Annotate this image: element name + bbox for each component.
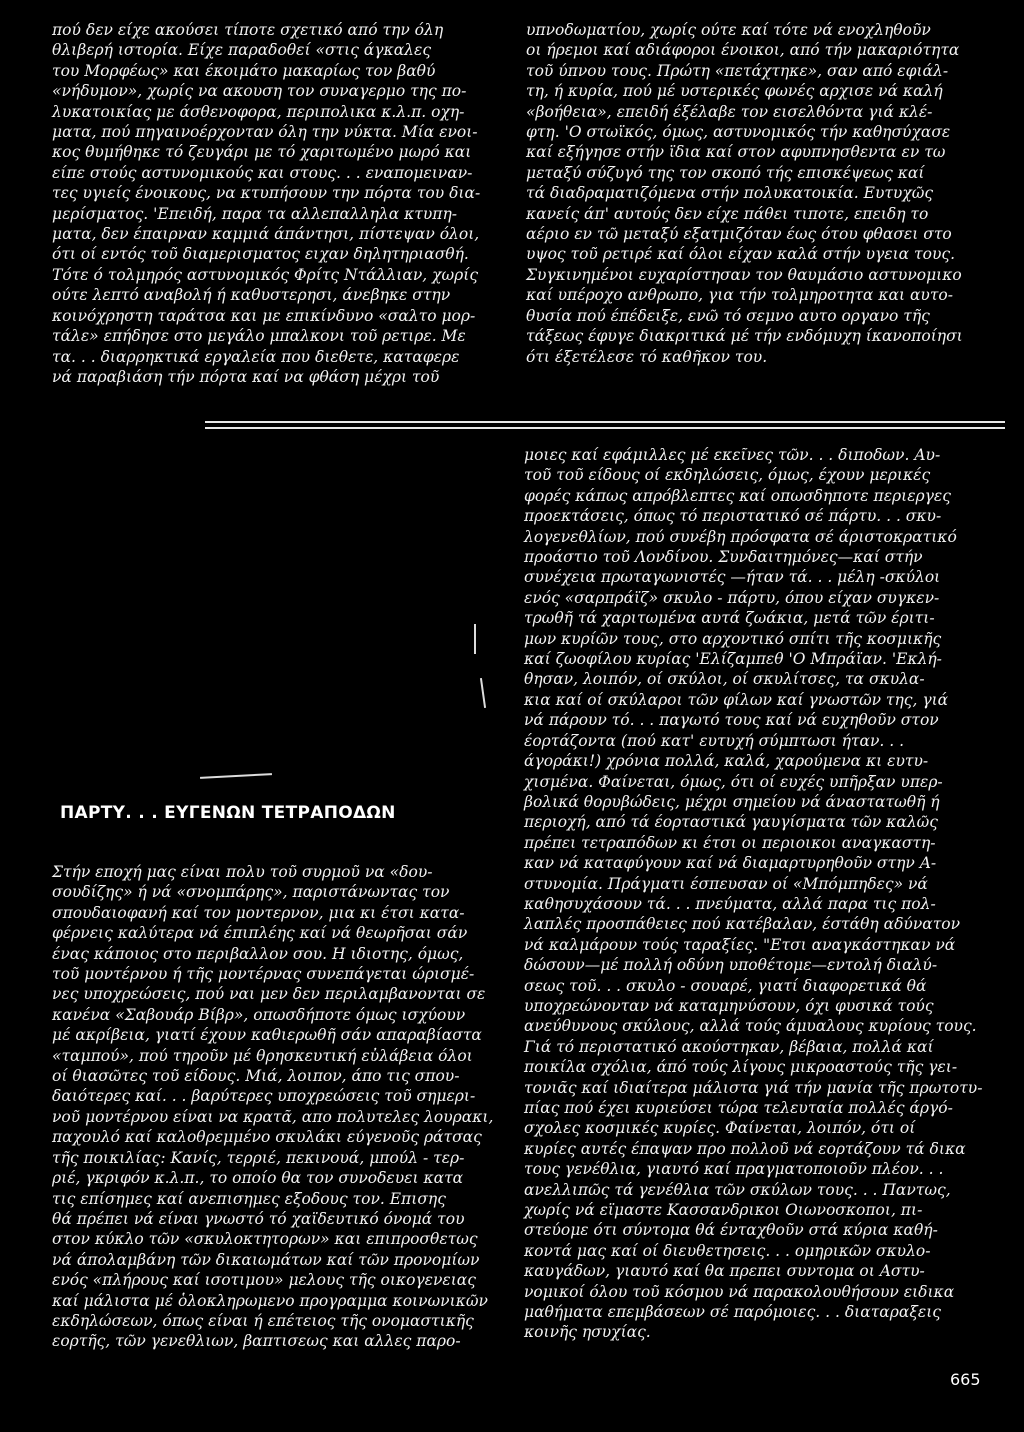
text-line: Γιά τό περιστατικό ακούστηκαν, βέβαια, πολλά καί bbox=[524, 1037, 934, 1056]
text-line: «ταμπού», πού τηροῦν μέ θρησκευτική εὐλάβεια όλοι bbox=[52, 1046, 473, 1065]
text-line: καί ζωοφίλου κυρίας 'Ελίζαμπεθ 'Ο Μπράϊαν. 'Εκλή- bbox=[524, 650, 942, 669]
text-line: νοῦ μοντέρνου είναι να κρατᾶ, απο πολυτελες λουρακι, bbox=[52, 1107, 494, 1126]
text-line: κανένα «Σαβουάρ Βίβρ», οπωσδήποτε όμως ισχύουν bbox=[52, 1005, 466, 1024]
text-line: υποχρεώνονταν νά καταμηνύσουν, όχι φυσικά τούς bbox=[524, 996, 934, 1015]
text-line: τοῦ τοῦ είδους οί εκδηλώσεις, όμως, έχουν μερικές bbox=[524, 466, 931, 485]
text-line: παχουλό καί καλοθρεμμένο σκυλάκι εύγενοῦς ράτσας bbox=[52, 1128, 482, 1147]
text-line: κια καί οί σκύλαροι τῶν φίλων καί γνωστῶν της, γιά bbox=[524, 690, 949, 709]
text-line: καθησυχάσουν τά. . . πνεύματα, αλλά παρα τις πολ- bbox=[524, 894, 936, 913]
text-line: τοῦ μοντέρνου ή τῆς μοντέρνας συνεπάγεται ώρισμέ- bbox=[52, 965, 475, 984]
text-line: πρέπει τετραπόδων κι έτσι οι περιοικοι αναγκαστη- bbox=[524, 833, 936, 852]
text-line: θησαν, λοιπόν, οί σκύλοι, οί σκυλίτσες, τα σκυλα- bbox=[524, 670, 925, 689]
text-line: κος θυμήθηκε τό ζευγάρι με τό χαριτωμένο μωρό και bbox=[52, 143, 472, 162]
section-divider-upper bbox=[205, 421, 1005, 423]
text-line: ένας κάποιος στο περιβαλλον σου. Η ιδιοτης, όμως, bbox=[52, 944, 464, 963]
text-line: στυνομία. Πράγματι έσπευσαν οί «Μπόμπηδες» νά bbox=[524, 874, 928, 893]
text-line: φτη. 'Ο στωϊκός, όμως, αστυνομικός τήν καθησύχασε bbox=[526, 123, 951, 142]
text-line: δώσουν—μέ πολλή οδύνη υποθέτομε—εντολή διαλύ- bbox=[524, 956, 938, 975]
decorative-dash bbox=[200, 773, 272, 779]
column-bottom-right bbox=[524, 445, 986, 1343]
text-line: πού δεν είχε ακούσει τίποτε σχετικό από την όλη bbox=[52, 21, 444, 39]
text-line: μαθήματα επεμβάσεων σέ παρόμοιες. . . διαταραξεις bbox=[524, 1303, 941, 1322]
text-line: νά πάρουν τό. . . παγωτό τους καί νά ευχηθοῦν στον bbox=[524, 711, 939, 730]
text-line: κοινῆς ησυχίας. bbox=[524, 1323, 651, 1342]
text-line: μοιες καί εφάμιλλες μέ εκεῖνες τῶν. . . διποδων. Αυ- bbox=[524, 446, 941, 464]
text-line: ανεύθυνους σκύλους, αλλά τούς άμυαλους κυρίους τους. bbox=[524, 1017, 977, 1036]
text-line: καυγάδων, γιαυτό καί θα πρεπει συντομα οι Αστυ- bbox=[524, 1262, 925, 1281]
text-line: φορές κάπως απρόβλεπτες καί οπωσδηποτε περιεργες bbox=[524, 486, 951, 505]
text-line: καν νά καταφύγουν καί νά διαμαρτυρηθοῦν στην Α- bbox=[524, 854, 937, 873]
text-line: είπε στούς αστυνομικούς και στους. . . εναπομειναν- bbox=[52, 163, 473, 182]
text-line: τους γενέθλια, γιαυτό καί πραγματοποιοῦν πλέον. . . bbox=[524, 1160, 944, 1179]
text-line: άγοράκι!) χρόνια πολλά, καλά, χαρούμενα κι ευτυ- bbox=[524, 752, 929, 771]
text-line: καί μάλιστα μέ ὁλοκληρωμενο προγραμμα κοινωνικῶν bbox=[52, 1291, 488, 1310]
text-line: του Μορφέως» και έκοιμάτο μακαρίως τον βαθύ bbox=[52, 61, 436, 80]
text-line: θλιβερή ιστορία. Είχε παραδοθεί «στις άγκαλες bbox=[52, 41, 432, 60]
text-line: στεύομε ότι σύντομα θά ένταχθοῦν στά κύρια καθή- bbox=[524, 1221, 938, 1240]
text-line: μεταξύ σύζυγό της τον σκοπό τής επισκέψεως καί bbox=[526, 163, 925, 182]
text-line: σουδίζης» ή νά «σνομπάρης», παριστάνωντας τον bbox=[52, 883, 450, 902]
text-line: χωρίς νά εϊμαστε Κασσανδρικοι Οιωνοσκοποι, πι- bbox=[524, 1201, 923, 1220]
column-top-left bbox=[52, 20, 502, 387]
decorative-mark bbox=[474, 624, 476, 654]
text-line: λαπλές προσπάθειες πού κατέβαλαν, έστάθη αδύνατον bbox=[524, 915, 961, 934]
text-line: ανελλιπῶς τά γενέθλια τῶν σκύλων τους. . . Παντως, bbox=[524, 1180, 951, 1199]
text-line: Στήν εποχή μας είναι πολυ τοῦ συρμοῦ να «δου- bbox=[52, 863, 433, 881]
decorative-mark bbox=[480, 678, 486, 708]
article-heading: ΠΑΡΤΥ. . . ΕΥΓΕΝΩΝ ΤΕΤΡΑΠΟΔΩΝ bbox=[60, 803, 396, 823]
text-line: τάξεως έφυγε διακριτικά μέ τήν ενδόμυχη ίκανοποίησι bbox=[526, 327, 963, 346]
text-line: «νήδυμον», χωρίς να ακουση τον συναγερμο της πο- bbox=[52, 82, 467, 101]
text-line: ότι έξετέλεσε τό καθῆκον του. bbox=[526, 347, 768, 366]
text-line: νά καλμάρουν τούς ταραξίες. "Ετσι αναγκάστηκαν νά bbox=[524, 935, 956, 954]
text-line: θυσία πού έπέδειξε, ενῶ τό σεμνο αυτο οργανο τῆς bbox=[526, 306, 930, 325]
text-line: κοντά μας καί οί διευθετησεις. . . ομηρικῶν σκυλο- bbox=[524, 1241, 931, 1260]
column-top-right bbox=[526, 20, 986, 367]
text-line: περιοχή, από τά έορταστικά γαυγίσματα τῶν καλῶς bbox=[524, 813, 938, 832]
text-line: τάλε» επήδησε στο μεγάλο μπαλκονι τοῦ ρετιρε. Με bbox=[52, 327, 466, 346]
text-line: θά πρέπει νά είναι γνωστό τό χαϊδευτικό όνομά του bbox=[52, 1209, 465, 1228]
text-line: Τότε ό τολμηρός αστυνομικός Φρίτς Ντάλλιαν, χωρίς bbox=[52, 265, 479, 284]
text-line: μερίσματος. 'Επειδή, παρα τα αλλεπαλληλα κτυπη- bbox=[52, 204, 458, 223]
text-line: νομικοί όλου τοῦ κόσμου νά παρακολουθήσουν ειδικα bbox=[524, 1282, 955, 1301]
text-line: Συγκινημένοι ευχαρίστησαν τον θαυμάσιο αστυνομικο bbox=[526, 265, 962, 284]
text-line: λογενεθλίων, πού συνέβη πρόσφατα σέ άριστοκρατικό bbox=[524, 527, 957, 546]
text-line: εκδηλώσεων, όπως είναι ή επέτειος τῆς ονομαστικῆς bbox=[52, 1311, 474, 1330]
text-line: υπνοδωματίου, χωρίς ούτε καί τότε νά ενοχληθοῦν bbox=[526, 21, 931, 39]
text-line: ποικίλα σχόλια, άπό τούς λίγους μικροαστούς τῆς γει- bbox=[524, 1058, 958, 1077]
page-number: 665 bbox=[950, 1370, 981, 1389]
text-line: σεως τοῦ. . . σκυλο - σουαρέ, γιατί διαφορετικά θά bbox=[524, 976, 927, 995]
text-line: προεκτάσεις, όπως τό περιστατικό σέ πάρτυ. . . σκυ- bbox=[524, 507, 942, 526]
text-line: ότι οί εντός τοῦ διαμερισματος ειχαν δηλητηριασθή. bbox=[52, 245, 469, 264]
text-line: νά παραβιάση τήν πόρτα καί να φθάση μέχρι τοῦ bbox=[52, 367, 440, 386]
section-divider-lower bbox=[205, 427, 1005, 429]
text-line: τες υγιείς ένοικους, να κτυπήσουν την πόρτα του δια- bbox=[52, 184, 481, 203]
text-line: νες υποχρεώσεις, πού ναι μεν δεν περιλαμβανονται σε bbox=[52, 985, 486, 1004]
text-line: κανείς άπ' αυτούς δεν είχε πάθει τιποτε, επειδη το bbox=[526, 204, 929, 223]
text-line: καί υπέροχο ανθρωπο, για τήν τολμηροτητα και αυτο- bbox=[526, 286, 953, 305]
text-line: οί θιασῶτες τοῦ είδους. Μιά, λοιπον, άπο τις σπου- bbox=[52, 1067, 460, 1086]
text-line: υψος τοῦ ρετιρέ καί όλοι είχαν καλά στήν υγεια τους. bbox=[526, 245, 955, 264]
text-line: ματα, δεν έπαιρναν καμμιά άπάντησι, πίστεψαν όλοι, bbox=[52, 225, 480, 244]
text-line: συνέχεια πρωταγωνιστές —ήταν τά. . . μέλη -σκύλοι bbox=[524, 568, 941, 587]
text-line: λυκατοικίας με άσθενοφορα, περιπολικα κ.λ.π. οχη- bbox=[52, 102, 465, 121]
text-line: τα. . . διαρρηκτικά εργαλεία που διεθετε, καταφερε bbox=[52, 347, 460, 366]
text-line: εορτῆς, τῶν γενεθλιων, βαπτισεως και αλλες παρο- bbox=[52, 1332, 461, 1351]
text-line: ενός «σαρπράϊζ» σκυλο - πάρτυ, όπου είχαν συγκεν- bbox=[524, 588, 940, 607]
text-line: χισμένα. Φαίνεται, όμως, ότι οί ευχές υπῆρξαν υπερ- bbox=[524, 772, 943, 791]
text-line: τά διαδραματιζόμενα στήν πολυκατοικία. Ευτυχῶς bbox=[526, 184, 934, 203]
text-line: σπουδαιοφανή καί τον μοντερνον, μια κι έτσι κατα- bbox=[52, 903, 465, 922]
text-line: στον κύκλο τῶν «σκυλοκτητορων» και επιπροσθετως bbox=[52, 1230, 478, 1249]
text-line: δαιότερες καί. . . βαρύτερες υποχρεώσεις τοῦ σημερι- bbox=[52, 1087, 476, 1106]
text-line: τοῦ ύπνου τους. Πρώτη «πετάχτηκε», σαν από εφιάλ- bbox=[526, 61, 949, 80]
text-line: βολικά θορυβώδεις, μέχρι σημείου νά άναστατωθῆ ή bbox=[524, 792, 940, 811]
text-line: κοινόχρηστη ταράτσα και με επικίνδυνο «σαλτο μορ- bbox=[52, 306, 476, 325]
text-line: ενός «πλήρους καί ισοτιμου» μελους τῆς οικογενειας bbox=[52, 1271, 476, 1290]
text-line: ούτε λεπτό αναβολή ή καθυστερησι, άνεβηκε στην bbox=[52, 286, 451, 305]
text-line: μέ ακρίβεια, γιατί έχουν καθιερωθῆ σάν απαραβίαστα bbox=[52, 1026, 482, 1045]
text-line: μων κυρίῶν τους, στο αρχοντικό σπίτι τῆς κοσμικῆς bbox=[524, 629, 942, 648]
text-line: οι ήρεμοι καί αδιάφοροι ένοικοι, από τήν μακαριότητα bbox=[526, 41, 960, 60]
text-line: τῆς ποικιλίας: Κανίς, τερριέ, πεκινουά, μπούλ - τερ- bbox=[52, 1148, 465, 1167]
text-line: ριέ, γκριφόν κ.λ.π., το οποίο θα τον συνοδευει κατα bbox=[52, 1169, 464, 1188]
text-line: προάστιο τοῦ Λονδίνου. Συνδαιτημόνες—καί στήν bbox=[524, 548, 923, 567]
text-line: τις επίσημες καί ανεπισημες εξοδους τον. Επισης bbox=[52, 1189, 446, 1208]
text-line: φέρνεις καλύτερα νά έπιπλέης καί νά θεωρῆσαι σάν bbox=[52, 924, 468, 943]
text-line: τρωθῆ τά χαριτωμένα αυτά ζωάκια, μετά τῶν έριτι- bbox=[524, 609, 935, 628]
column-bottom-left bbox=[52, 862, 502, 1352]
text-line: πίας πού έχει κυριεύσει τώρα τελευταία πολλές άργό- bbox=[524, 1099, 953, 1117]
text-line: σχολες κοσμικές κυρίες. Φαίνεται, λοιπόν, ότι οί bbox=[524, 1119, 916, 1138]
text-line: αέριο εν τῶ μεταξύ εξατμιζόταν έως ότου φθασει στο bbox=[526, 225, 952, 244]
text-line: κυρίες αυτές έπαψαν προ πολλοῦ νά εορτάζουν τά δικα bbox=[524, 1139, 966, 1158]
text-line: καί εξήγησε στήν ϊδια καί στον αφυπνησθεντα εν τω bbox=[526, 143, 946, 162]
text-line: νά άπολαμβάνη τῶν δικαιωμάτων καί τῶν προνομίων bbox=[52, 1250, 480, 1269]
text-line: τη, ή κυρία, πού μέ υστερικές φωνές αρχισε νά καλή bbox=[526, 82, 943, 101]
text-line: «βοήθεια», επειδή έξέλαβε τον εισελθόντα γιά κλέ- bbox=[526, 102, 933, 121]
text-line: έορτάζοντα (πού κατ' ευτυχή σύμπτωσι ήταν. . . bbox=[524, 731, 905, 750]
text-line: τονιᾶς καί ιδιαίτερα μάλιστα γιά τήν μανία τῆς πρωτοτυ- bbox=[524, 1078, 983, 1097]
text-line: ματα, πού πηγαινοέρχονταν όλη την νύκτα. Μία ενοι- bbox=[52, 123, 478, 142]
